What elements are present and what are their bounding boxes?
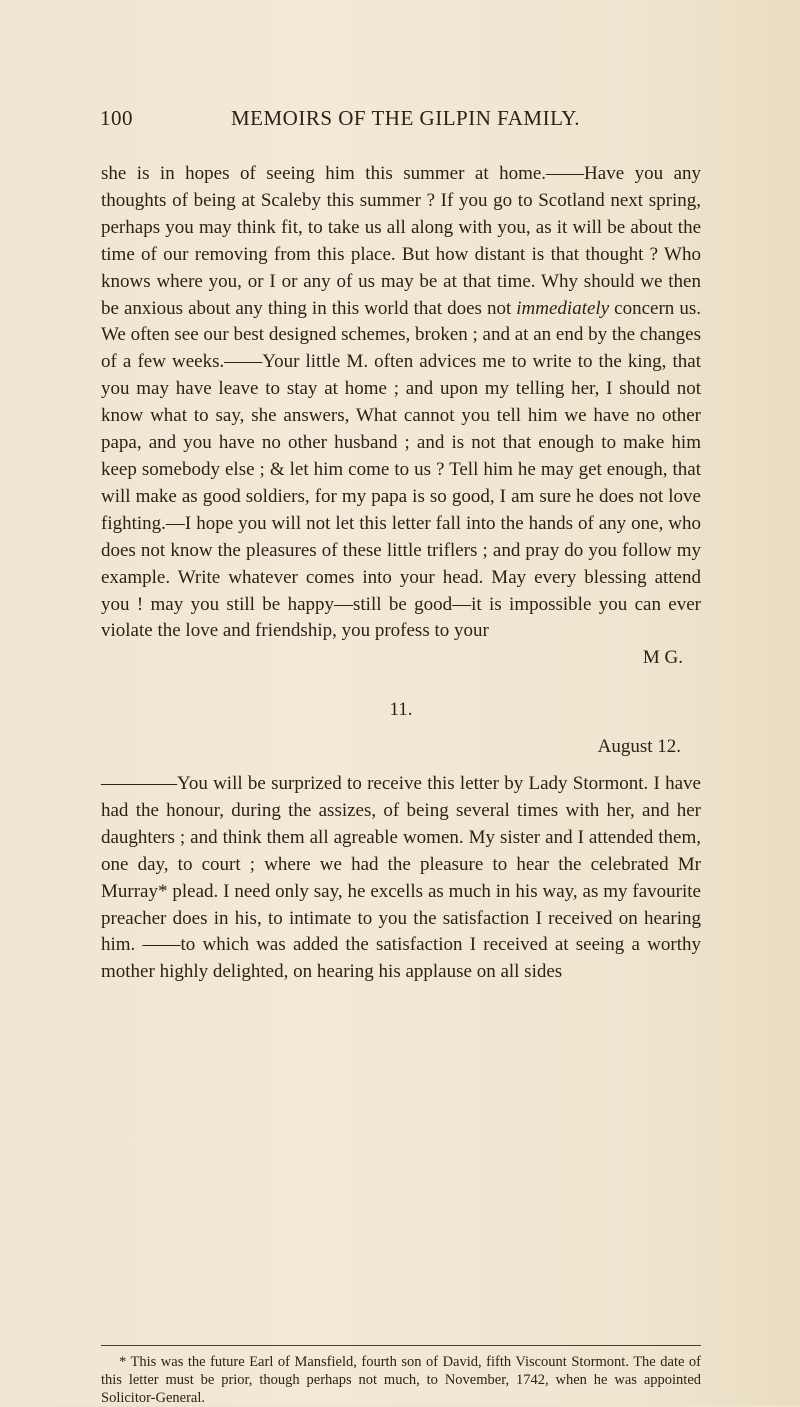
running-head <box>100 106 690 136</box>
letter-number: 11. <box>389 699 413 721</box>
footnote-rule <box>101 1345 701 1346</box>
page-number: 100 <box>100 106 133 130</box>
letter-paragraph <box>101 161 701 645</box>
signature: M G. <box>642 647 683 669</box>
body-text <box>101 161 701 986</box>
paragraph-text: she is in hopes of seeing him this summer at home.——Have you any thoughts of being at Scaleby this summer ? If you go to Scotland next spring, perhaps you may think fit, to take us all along with you, as it will be about the time of our removing from this place. But how distant is that thought ? Who knows where you, or I or any of us may be at that time. Why should we then be anxious about any thing in this world that does not <box>101 163 701 319</box>
paragraph-text-continued: concern us. We often see our best designed schemes, broken ; and at an end by the changes of a few weeks.——Your little M. often advices me to write to the king, that you may have leave to stay at home ; and upon my telling her, I should not know what to say, she answers, What cannot you tell him we have no other papa, and you have no other husband ; and is not that enough to make him keep somebody else ; & let him come to us ? Tell him he may get enough, that will make as good soldiers, for my papa is so good, I am sure he does not love fighting.—I hope you will not let this letter fall into the hands of any one, who does not know the pleasures of these little triflers ; and pray do you follow my example. Write whatever comes into your head. May every blessing attend you ! may you still be happy—still be good—it is impossible you can ever violate the love and friendship, you profess to your <box>101 297 701 642</box>
header-title: MEMOIRS OF THE GILPIN FAMILY. <box>231 106 581 130</box>
letter-paragraph-2: ————You will be surprized to receive this letter by Lady Stormont. I have had the honour, during the assizes, of being several times with her, and her daughters ; and think them all agreable women. My sister and I attended them, one day, to court ; where we had the pleasure to hear the celebrated Mr Murray* plead. I need only say, he excells as much in his way, as my favourite preacher does in his, to intimate to you the satisfaction I received on hearing him. ——to which was added the satisfaction I received at seeing a worthy mother highly delighted, on hearing his applause on all sides <box>101 773 701 983</box>
italic-word: immediately <box>516 297 610 319</box>
letter-date: August 12. <box>597 736 681 758</box>
footnote: * This was the future Earl of Mansfield, fourth son of David, fifth Viscount Stormont. The date of this letter must be prior, though perhaps not much, to November, 1742, when he was appointed Solicitor-General. <box>101 1354 701 1406</box>
